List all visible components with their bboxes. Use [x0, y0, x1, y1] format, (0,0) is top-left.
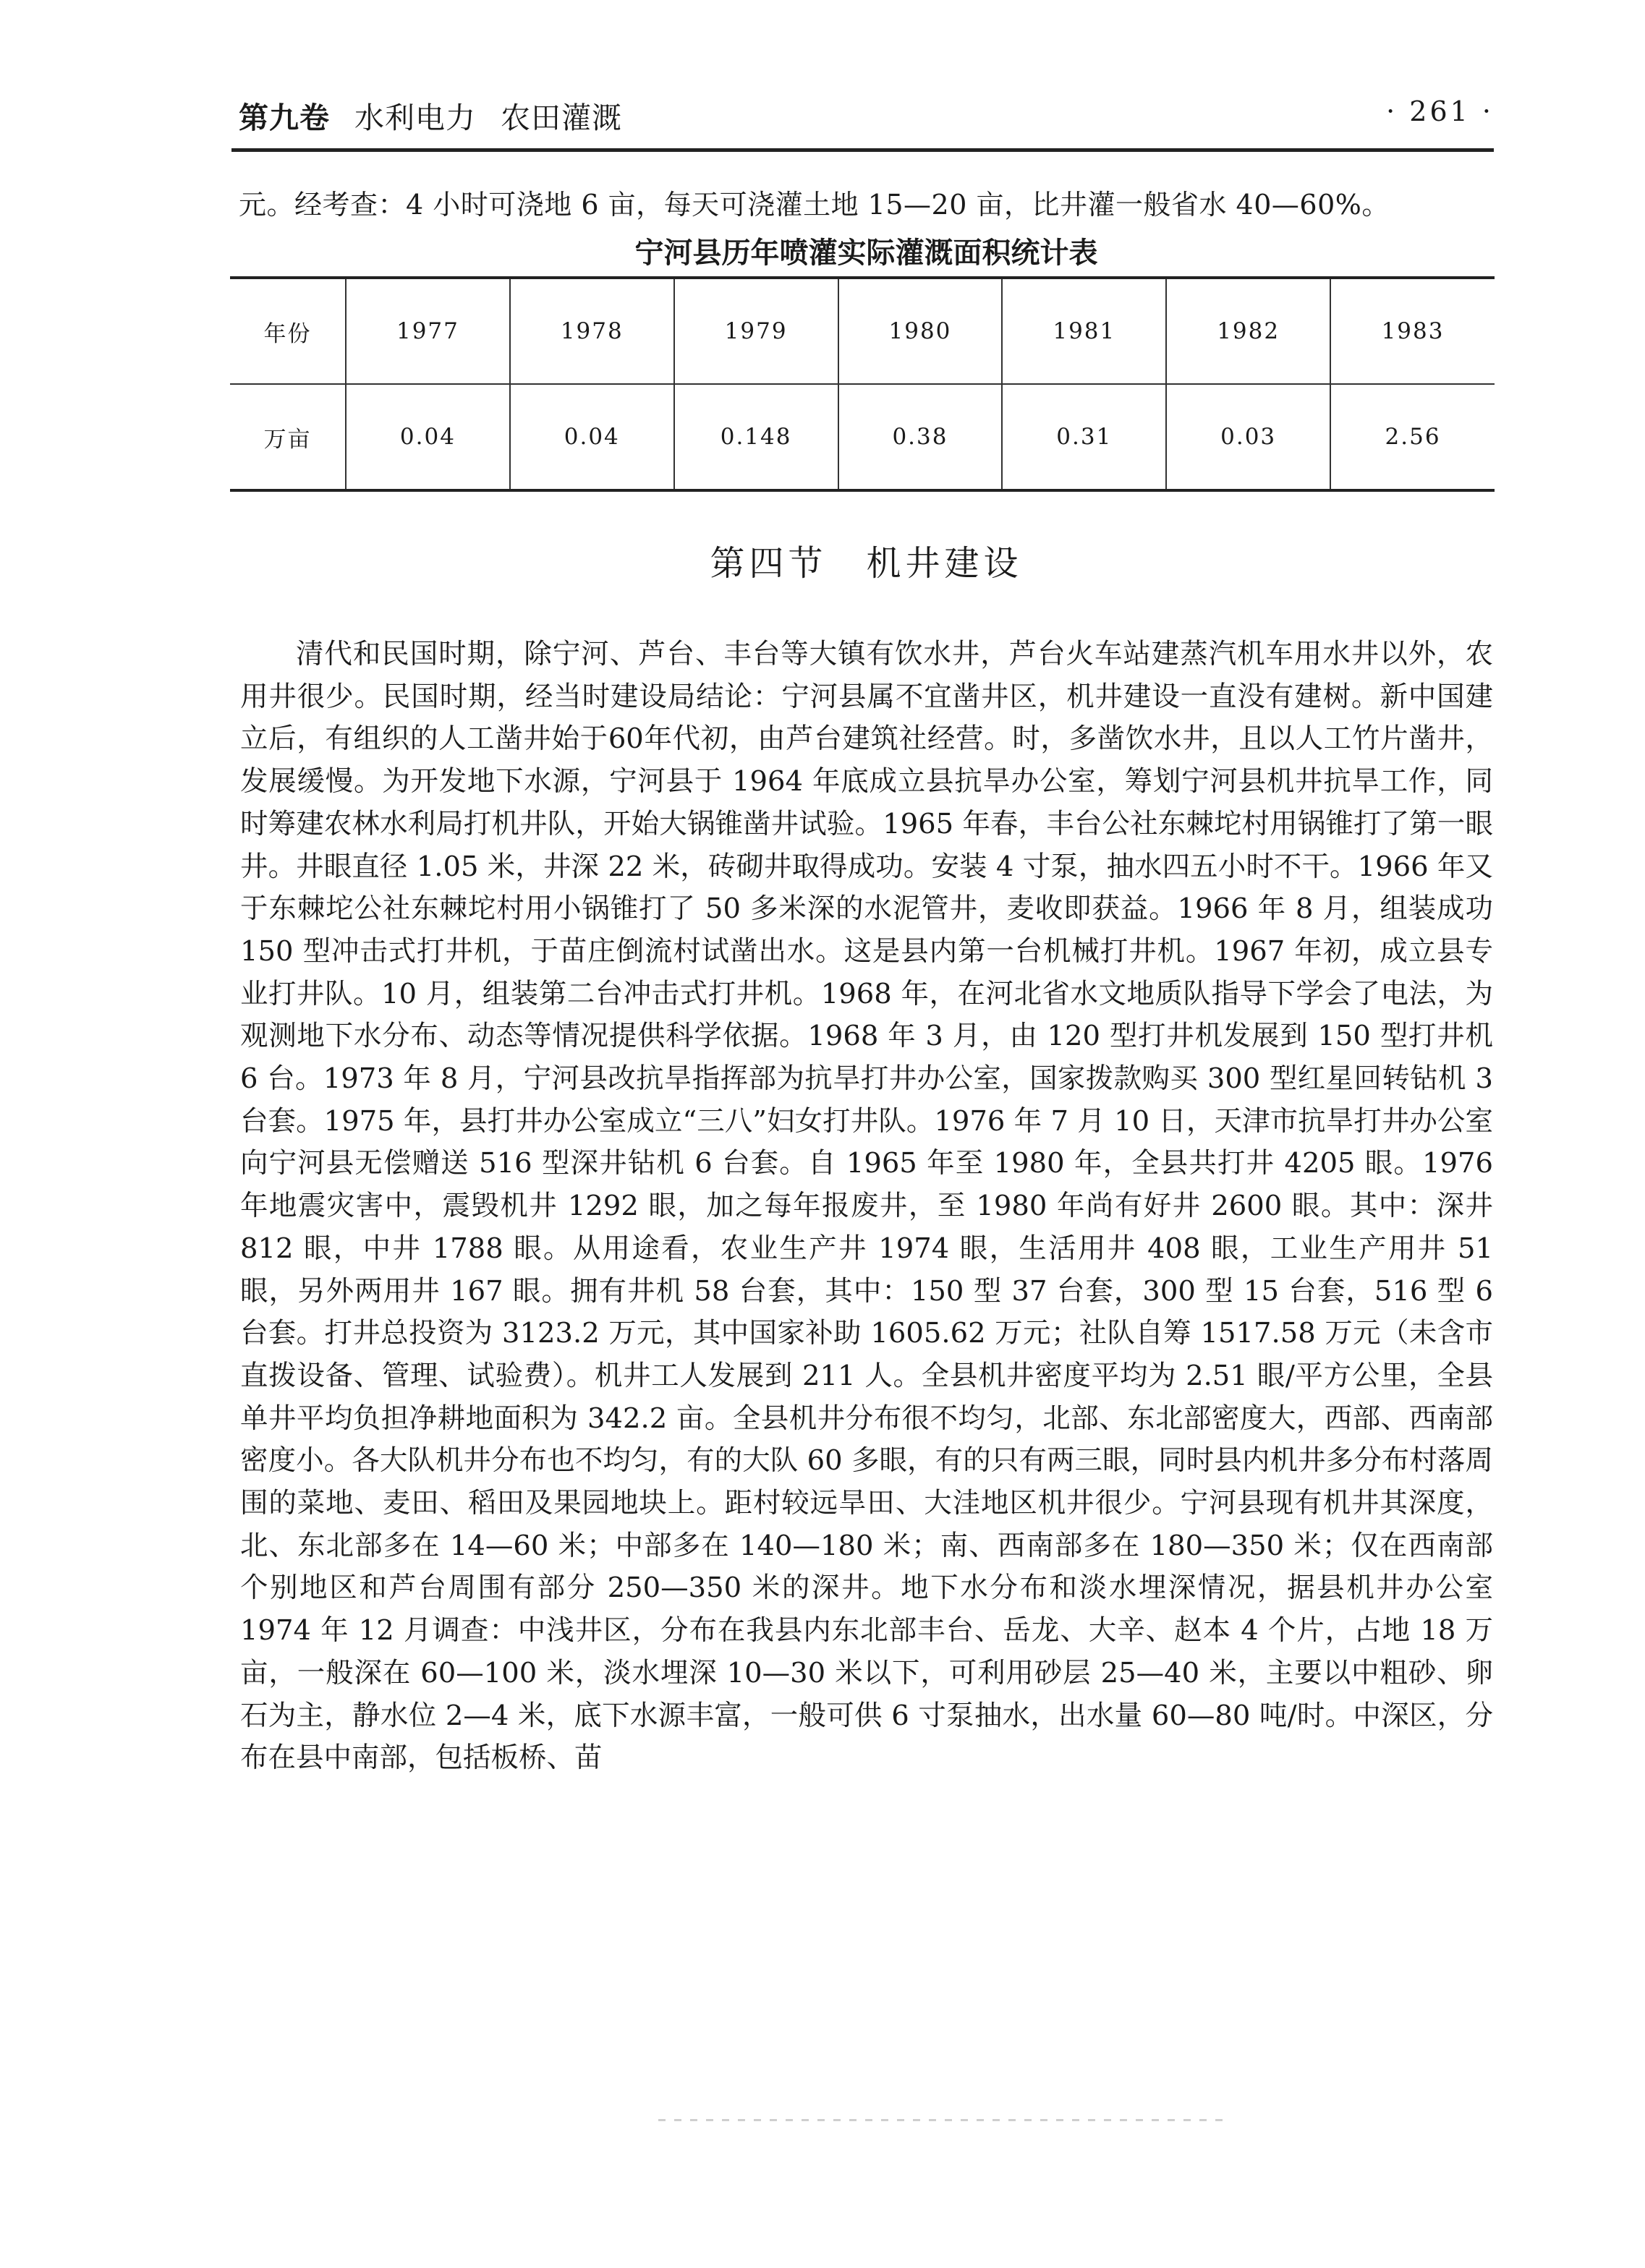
- table-cell: 0.148: [674, 384, 838, 490]
- table-cell: 2.56: [1330, 384, 1495, 490]
- table-cell: 1983: [1330, 278, 1495, 384]
- table-cell: 1979: [674, 278, 838, 384]
- table-cell: 0.04: [510, 384, 674, 490]
- page-number: · 261 ·: [1386, 95, 1494, 127]
- scan-artifact: [658, 2119, 1230, 2121]
- volume-label: 第九卷: [239, 101, 330, 135]
- table-row-year: [230, 278, 1495, 384]
- table-cell: 1981: [1002, 278, 1166, 384]
- section-heading: 第四节 机井建设: [710, 543, 1023, 584]
- subsection-label: 农田灌溉: [501, 101, 622, 135]
- table-cell: 0.03: [1166, 384, 1330, 490]
- table-cell: 万亩: [230, 384, 346, 490]
- table-cell: 0.04: [346, 384, 510, 490]
- header-rule: [231, 148, 1494, 152]
- table-row-area: [230, 384, 1495, 490]
- header-title: [239, 94, 622, 137]
- table-cell: 1980: [838, 278, 1003, 384]
- irrigation-stats-table: [230, 276, 1495, 492]
- intro-text: 元。经考查：4 小时可浇地 6 亩，每天可浇灌土地 15—20 亩，比井灌一般省水 40—60%。: [239, 189, 1390, 221]
- section-label: 水利电力: [354, 101, 476, 135]
- table-cell: 0.31: [1002, 384, 1166, 490]
- body-text: [240, 634, 1493, 1780]
- running-header: [239, 94, 1494, 145]
- table-cell: 1977: [346, 278, 510, 384]
- table-cell: 0.38: [838, 384, 1003, 490]
- table-title: 宁河县历年喷灌实际灌溉面积统计表: [634, 236, 1098, 270]
- body-paragraph: 清代和民国时期，除宁河、芦台、丰台等大镇有饮水井，芦台火车站建蒸汽机车用水井以外，农用井很少。民国时期，经当时建设局结论：宁河县属不宜凿井区，机井建设一直没有建树。新中国建立后，有组织的人工凿井始于60年代初，由芦台建筑社经营。时，多凿饮水井，且以人工竹片凿井，发展缓慢。为开发地下水源，宁河县于 1964 年底成立县抗旱办公室，筹划宁河县机井抗旱工作，同时筹建农林水利局打机井队，开始大锅锥凿井试验。1965 年春，丰台公社东棘坨村用锅锥打了第一眼井。井眼直径 1.05 米，井深 22 米，砖砌井取得成功。安装 4 寸泵，抽水四五小时不干。1966 年又于东棘坨公社东棘坨村用小锅锥打了 50 多米深的水泥管井，麦收即获益。1966 年 8 月，组装成功 150 型冲击式打井机，于苗庄倒流村试凿出水。这是县内第一台机械打井机。1967 年初，成立县专业打井队。10 月，组装第二台冲击式打井机。1968 年，在河北省水文地质队指导下学会了电法，为观测地下水分布、动态等情况提供科学依据。1968 年 3 月，由 120 型打井机发展到 150 型打井机 6 台。1973 年 8 月，宁河县改抗旱指挥部为抗旱打井办公室，国家拨款购买 300 型红星回转钻机 3 台套。1975 年，县打井办公室成立“三八”妇女打井队。1976 年 7 月 10 日，天津市抗旱打井办公室向宁河县无偿赠送 516 型深井钻机 6 台套。自 1965 年至 1980 年，全县共打井 4205 眼。1976 年地震灾害中，震毁机井 1292 眼，加之每年报废井，至 1980 年尚有好井 2600 眼。其中：深井 812 眼，中井 1788 眼。从用途看，农业生产井 1974 眼，生活用井 408 眼，工业生产用井 51 眼，另外两用井 167 眼。拥有井机 58 台套，其中：150 型 37 台套，300 型 15 台套，516 型 6 台套。打井总投资为 3123.2 万元，其中国家补助 1605.62 万元；社队自筹 1517.58 万元（未含市直拨设备、管理、试验费）。机井工人发展到 211 人。全县机井密度平均为 2.51 眼/平方公里，全县单井平均负担净耕地面积为 342.2 亩。全县机井分布很不均匀，北部、东北部密度大，西部、西南部密度小。各大队机井分布也不均匀，有的大队 60 多眼，有的只有两三眼，同时县内机井多分布村落周围的菜地、麦田、稻田及果园地块上。距村较远旱田、大洼地区机井很少。宁河县现有机井其深度，北、东北部多在 14—60 米；中部多在 140—180 米；南、西南部多在 180—350 米；仅在西南部个别地区和芦台周围有部分 250—350 米的深井。地下水分布和淡水埋深情况，据县机井办公室 1974 年 12 月调查：中浅井区，分布在我县内东北部丰台、岳龙、大辛、赵本 4 个片，占地 18 万亩，一般深在 60—100 米，淡水埋深 10—30 米以下，可利用砂层 25—40 米，主要以中粗砂、卵石为主，静水位 2—4 米，底下水源丰富，一般可供 6 寸泵抽水，出水量 60—80 吨/时。中深区，分布在县中南部，包括板桥、苗: [240, 638, 1493, 1775]
- table-cell: 1982: [1166, 278, 1330, 384]
- table-cell: 年份: [230, 278, 346, 384]
- table-cell: 1978: [510, 278, 674, 384]
